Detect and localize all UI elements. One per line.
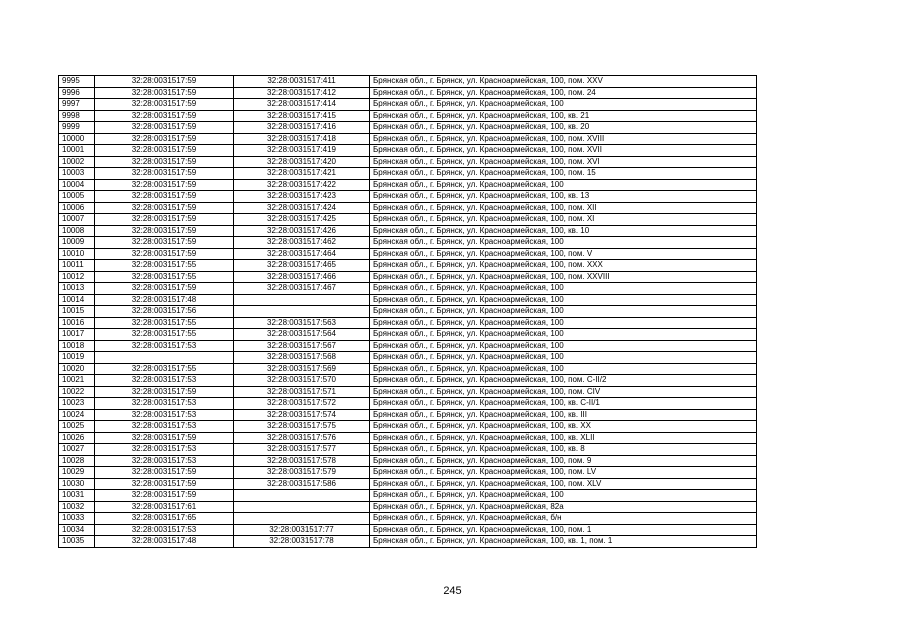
cadastral-parcel-cell: 32:28:0031517:53 [95,409,234,421]
row-number-cell: 10006 [59,202,95,214]
cadastral-object-cell: 32:28:0031517:411 [234,76,370,88]
table-row [59,375,757,387]
cadastral-object-cell: 32:28:0031517:78 [234,536,370,548]
address-cell: Брянская обл., г. Брянск, ул. Красноармейская, 100, кв. 1, пом. 1 [370,536,757,548]
cadastral-parcel-cell: 32:28:0031517:53 [95,524,234,536]
address-cell: Брянская обл., г. Брянск, ул. Красноармейская, 100, пом. LV [370,467,757,479]
row-number-cell: 10031 [59,490,95,502]
row-number-cell: 10032 [59,501,95,513]
cadastral-parcel-cell [95,352,234,364]
address-cell: Брянская обл., г. Брянск, ул. Красноармейская, 100, пом. XI [370,214,757,226]
cadastral-object-cell: 32:28:0031517:576 [234,432,370,444]
cadastral-parcel-cell: 32:28:0031517:59 [95,432,234,444]
cadastral-object-cell: 32:28:0031517:420 [234,156,370,168]
table-row [59,168,757,180]
cadastral-parcel-cell: 32:28:0031517:59 [95,133,234,145]
row-number-cell: 10007 [59,214,95,226]
cadastral-object-cell [234,294,370,306]
address-cell: Брянская обл., г. Брянск, ул. Красноармейская, 100, пом. XII [370,202,757,214]
row-number-cell: 10027 [59,444,95,456]
cadastral-object-cell: 32:28:0031517:569 [234,363,370,375]
row-number-cell: 10035 [59,536,95,548]
table-row [59,467,757,479]
cadastral-parcel-cell: 32:28:0031517:55 [95,260,234,272]
registry-table-body [59,76,757,548]
address-cell: Брянская обл., г. Брянск, ул. Красноармейская, 100, пом. XLV [370,478,757,490]
row-number-cell: 10012 [59,271,95,283]
cadastral-parcel-cell: 32:28:0031517:59 [95,168,234,180]
address-cell: Брянская обл., г. Брянск, ул. Красноармейская, 100, пом. V [370,248,757,260]
table-row [59,237,757,249]
address-cell: Брянская обл., г. Брянск, ул. Красноармейская, 100, пом. CIV [370,386,757,398]
address-cell: Брянская обл., г. Брянск, ул. Красноармейская, б/н [370,513,757,525]
row-number-cell: 10022 [59,386,95,398]
address-cell: Брянская обл., г. Брянск, ул. Красноармейская, 100, кв. III [370,409,757,421]
address-cell: Брянская обл., г. Брянск, ул. Красноармейская, 100, кв. 21 [370,110,757,122]
cadastral-object-cell: 32:28:0031517:464 [234,248,370,260]
cadastral-parcel-cell: 32:28:0031517:59 [95,490,234,502]
cadastral-parcel-cell: 32:28:0031517:59 [95,191,234,203]
table-row [59,99,757,111]
cadastral-parcel-cell: 32:28:0031517:59 [95,225,234,237]
table-row [59,513,757,525]
cadastral-parcel-cell: 32:28:0031517:59 [95,145,234,157]
cadastral-parcel-cell: 32:28:0031517:55 [95,317,234,329]
address-cell: Брянская обл., г. Брянск, ул. Красноармейская, 100 [370,490,757,502]
row-number-cell: 10025 [59,421,95,433]
table-row [59,214,757,226]
cadastral-object-cell [234,513,370,525]
cadastral-parcel-cell: 32:28:0031517:48 [95,294,234,306]
table-row [59,409,757,421]
table-row [59,536,757,548]
cadastral-parcel-cell: 32:28:0031517:53 [95,375,234,387]
cadastral-object-cell: 32:28:0031517:467 [234,283,370,295]
cadastral-object-cell: 32:28:0031517:579 [234,467,370,479]
cadastral-parcel-cell: 32:28:0031517:59 [95,122,234,134]
cadastral-parcel-cell: 32:28:0031517:48 [95,536,234,548]
cadastral-object-cell [234,501,370,513]
cadastral-object-cell: 32:28:0031517:77 [234,524,370,536]
row-number-cell: 10016 [59,317,95,329]
table-row [59,87,757,99]
row-number-cell: 10033 [59,513,95,525]
address-cell: Брянская обл., г. Брянск, ул. Красноармейская, 100, кв. С-II/1 [370,398,757,410]
address-cell: Брянская обл., г. Брянск, ул. Красноармейская, 100, кв. 10 [370,225,757,237]
cadastral-parcel-cell: 32:28:0031517:59 [95,386,234,398]
cadastral-object-cell: 32:28:0031517:564 [234,329,370,341]
cadastral-object-cell: 32:28:0031517:412 [234,87,370,99]
row-number-cell: 10009 [59,237,95,249]
address-cell: Брянская обл., г. Брянск, ул. Красноармейская, 100 [370,329,757,341]
row-number-cell: 10005 [59,191,95,203]
table-row [59,202,757,214]
table-row [59,76,757,88]
cadastral-object-cell: 32:28:0031517:568 [234,352,370,364]
cadastral-object-cell: 32:28:0031517:423 [234,191,370,203]
table-row [59,260,757,272]
row-number-cell: 9996 [59,87,95,99]
address-cell: Брянская обл., г. Брянск, ул. Красноармейская, 100 [370,363,757,375]
row-number-cell: 10000 [59,133,95,145]
cadastral-parcel-cell: 32:28:0031517:59 [95,99,234,111]
cadastral-parcel-cell: 32:28:0031517:53 [95,444,234,456]
cadastral-object-cell: 32:28:0031517:571 [234,386,370,398]
address-cell: Брянская обл., г. Брянск, ул. Красноармейская, 100, кв. 13 [370,191,757,203]
cadastral-object-cell: 32:28:0031517:424 [234,202,370,214]
cadastral-object-cell: 32:28:0031517:572 [234,398,370,410]
cadastral-parcel-cell: 32:28:0031517:61 [95,501,234,513]
table-row [59,340,757,352]
cadastral-parcel-cell: 32:28:0031517:59 [95,248,234,260]
address-cell: Брянская обл., г. Брянск, ул. Красноармейская, 100, кв. XLII [370,432,757,444]
table-row [59,501,757,513]
cadastral-parcel-cell: 32:28:0031517:59 [95,478,234,490]
cadastral-parcel-cell: 32:28:0031517:59 [95,237,234,249]
cadastral-parcel-cell: 32:28:0031517:59 [95,156,234,168]
cadastral-object-cell: 32:28:0031517:421 [234,168,370,180]
row-number-cell: 10023 [59,398,95,410]
row-number-cell: 10024 [59,409,95,421]
page-number: 245 [443,585,462,597]
row-number-cell: 10002 [59,156,95,168]
row-number-cell: 10018 [59,340,95,352]
row-number-cell: 10001 [59,145,95,157]
address-cell: Брянская обл., г. Брянск, ул. Красноармейская, 100, пом. XXX [370,260,757,272]
table-row [59,294,757,306]
table-row [59,283,757,295]
cadastral-parcel-cell: 32:28:0031517:53 [95,421,234,433]
cadastral-parcel-cell: 32:28:0031517:65 [95,513,234,525]
address-cell: Брянская обл., г. Брянск, ул. Красноармейская, 100 [370,179,757,191]
cadastral-parcel-cell: 32:28:0031517:53 [95,340,234,352]
table-row [59,432,757,444]
table-row [59,490,757,502]
cadastral-object-cell [234,306,370,318]
table-row [59,179,757,191]
row-number-cell: 10008 [59,225,95,237]
table-row [59,122,757,134]
table-row [59,191,757,203]
row-number-cell: 10029 [59,467,95,479]
row-number-cell: 10011 [59,260,95,272]
address-cell: Брянская обл., г. Брянск, ул. Красноармейская, 100 [370,306,757,318]
address-cell: Брянская обл., г. Брянск, ул. Красноармейская, 100, пом. 15 [370,168,757,180]
row-number-cell: 10003 [59,168,95,180]
cadastral-object-cell: 32:28:0031517:422 [234,179,370,191]
row-number-cell: 9995 [59,76,95,88]
table-row [59,478,757,490]
address-cell: Брянская обл., г. Брянск, ул. Красноармейская, 100, пом. XVII [370,145,757,157]
address-cell: Брянская обл., г. Брянск, ул. Красноармейская, 100, пом. 1 [370,524,757,536]
cadastral-parcel-cell: 32:28:0031517:59 [95,76,234,88]
table-row [59,317,757,329]
address-cell: Брянская обл., г. Брянск, ул. Красноармейская, 100 [370,237,757,249]
table-row [59,156,757,168]
cadastral-parcel-cell: 32:28:0031517:59 [95,283,234,295]
cadastral-parcel-cell: 32:28:0031517:55 [95,363,234,375]
cadastral-object-cell: 32:28:0031517:416 [234,122,370,134]
table-row [59,329,757,341]
table-row [59,444,757,456]
cadastral-object-cell: 32:28:0031517:466 [234,271,370,283]
table-row [59,145,757,157]
table-row [59,248,757,260]
table-row [59,133,757,145]
cadastral-parcel-cell: 32:28:0031517:59 [95,214,234,226]
row-number-cell: 10015 [59,306,95,318]
row-number-cell: 10030 [59,478,95,490]
address-cell: Брянская обл., г. Брянск, ул. Красноармейская, 100, пом. XVIII [370,133,757,145]
address-cell: Брянская обл., г. Брянск, ул. Красноармейская, 100 [370,283,757,295]
address-cell: Брянская обл., г. Брянск, ул. Красноармейская, 100, пом. 9 [370,455,757,467]
cadastral-object-cell: 32:28:0031517:414 [234,99,370,111]
address-cell: Брянская обл., г. Брянск, ул. Красноармейская, 100, кв. 20 [370,122,757,134]
row-number-cell: 10004 [59,179,95,191]
table-row [59,455,757,467]
cadastral-object-cell: 32:28:0031517:415 [234,110,370,122]
cadastral-object-cell: 32:28:0031517:419 [234,145,370,157]
address-cell: Брянская обл., г. Брянск, ул. Красноармейская, 100, кв. XX [370,421,757,433]
address-cell: Брянская обл., г. Брянск, ул. Красноармейская, 100 [370,352,757,364]
table-row [59,363,757,375]
address-cell: Брянская обл., г. Брянск, ул. Красноармейская, 100, кв. 8 [370,444,757,456]
cadastral-object-cell: 32:28:0031517:426 [234,225,370,237]
row-number-cell: 10019 [59,352,95,364]
cadastral-parcel-cell: 32:28:0031517:55 [95,329,234,341]
cadastral-object-cell: 32:28:0031517:425 [234,214,370,226]
row-number-cell: 9998 [59,110,95,122]
cadastral-object-cell: 32:28:0031517:465 [234,260,370,272]
cadastral-object-cell: 32:28:0031517:577 [234,444,370,456]
row-number-cell: 10034 [59,524,95,536]
table-row [59,110,757,122]
cadastral-object-cell: 32:28:0031517:418 [234,133,370,145]
cadastral-parcel-cell: 32:28:0031517:59 [95,87,234,99]
cadastral-object-cell: 32:28:0031517:567 [234,340,370,352]
cadastral-object-cell: 32:28:0031517:578 [234,455,370,467]
row-number-cell: 10020 [59,363,95,375]
address-cell: Брянская обл., г. Брянск, ул. Красноармейская, 100 [370,317,757,329]
row-number-cell: 10028 [59,455,95,467]
table-row [59,225,757,237]
address-cell: Брянская обл., г. Брянск, ул. Красноармейская, 100, пом. XVI [370,156,757,168]
cadastral-parcel-cell: 32:28:0031517:56 [95,306,234,318]
table-row [59,421,757,433]
address-cell: Брянская обл., г. Брянск, ул. Красноармейская, 100 [370,294,757,306]
address-cell: Брянская обл., г. Брянск, ул. Красноармейская, 100 [370,340,757,352]
row-number-cell: 9997 [59,99,95,111]
table-row [59,306,757,318]
address-cell: Брянская обл., г. Брянск, ул. Красноармейская, 82а [370,501,757,513]
cadastral-parcel-cell: 32:28:0031517:59 [95,179,234,191]
address-cell: Брянская обл., г. Брянск, ул. Красноармейская, 100, пом. С-II/2 [370,375,757,387]
row-number-cell: 10010 [59,248,95,260]
row-number-cell: 10021 [59,375,95,387]
cadastral-object-cell: 32:28:0031517:574 [234,409,370,421]
cadastral-parcel-cell: 32:28:0031517:59 [95,202,234,214]
address-cell: Брянская обл., г. Брянск, ул. Красноармейская, 100, пом. XXV [370,76,757,88]
cadastral-object-cell: 32:28:0031517:570 [234,375,370,387]
row-number-cell: 10026 [59,432,95,444]
table-row [59,386,757,398]
cadastral-object-cell [234,490,370,502]
table-row [59,352,757,364]
cadastral-parcel-cell: 32:28:0031517:53 [95,455,234,467]
registry-table [58,75,757,548]
table-row [59,271,757,283]
cadastral-object-cell: 32:28:0031517:563 [234,317,370,329]
cadastral-object-cell: 32:28:0031517:462 [234,237,370,249]
address-cell: Брянская обл., г. Брянск, ул. Красноармейская, 100 [370,99,757,111]
row-number-cell: 10013 [59,283,95,295]
table-row [59,524,757,536]
cadastral-parcel-cell: 32:28:0031517:59 [95,467,234,479]
row-number-cell: 9999 [59,122,95,134]
address-cell: Брянская обл., г. Брянск, ул. Красноармейская, 100, пом. XXVIII [370,271,757,283]
row-number-cell: 10014 [59,294,95,306]
cadastral-object-cell: 32:28:0031517:575 [234,421,370,433]
address-cell: Брянская обл., г. Брянск, ул. Красноармейская, 100, пом. 24 [370,87,757,99]
cadastral-parcel-cell: 32:28:0031517:55 [95,271,234,283]
cadastral-parcel-cell: 32:28:0031517:53 [95,398,234,410]
row-number-cell: 10017 [59,329,95,341]
cadastral-object-cell: 32:28:0031517:586 [234,478,370,490]
cadastral-parcel-cell: 32:28:0031517:59 [95,110,234,122]
table-row [59,398,757,410]
